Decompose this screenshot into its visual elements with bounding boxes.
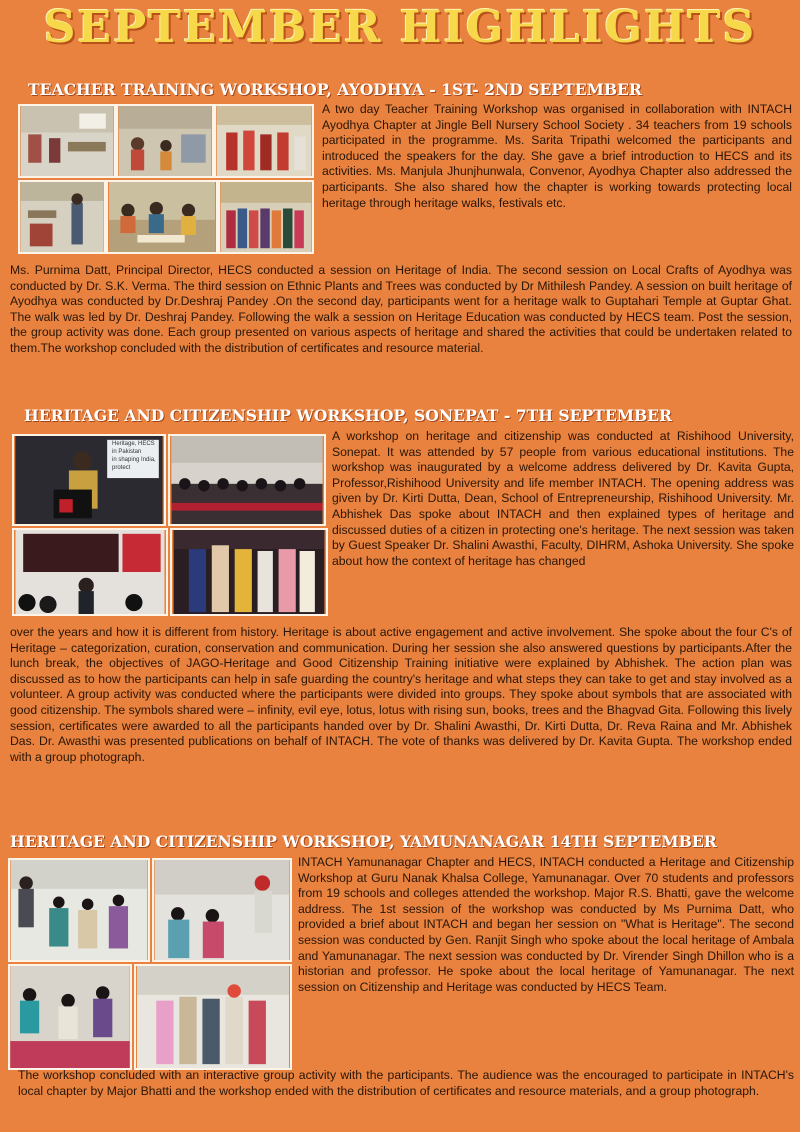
slide-line-2: in Pakistan (112, 449, 142, 455)
slide-line-3: in shaping India, protect (112, 457, 156, 471)
sonepat-body-text: over the years and how it is different from history. Heritage is about active engagement and active involvement. She spoke about the four C's of Heritage – categorization, curation, conservation and communication. During her session she also answered questions by participants.After the lunch break, the objectives of JAGO-Heritage and Good Citizenship Training initiative were explained by Abhishek. The action plan was discussed as to how the participants can help in safe guarding the country's heritage and what steps they can take to get and stay involved as a volunteer. A group activity was conducted where the participants were divided into groups. They spoke about symbols that are associated with good citizenship. The symbols shared were – infinity, evil eye, lotus, lotus with rising sun, books, trees and the Bhagvad Gita. Following this lively session, certificates were awarded to all the participants handed over by Dr. Shalini Awasthi, Dr. Kirti Dutta, Dr. Reva Raina and Mr. Abhishek Das. Dr. Awasthi was presented publications on behalf of INTACH. The vote of thanks was delivered by Dr. Kavita Gupta. The workshop ended with a group photograph. (10, 625, 792, 764)
yamunanagar-intro-text: INTACH Yamunanagar Chapter and HECS, INTACH conducted a Heritage and Citizenship Workshop at Guru Nanak Khalsa College, Yamunanagar. Over 70 students and professors from 19 schools and colleges attended the workshop. Major R.S. Bhatti, gave the welcome address. The 1st session of the workshop was conducted by Ms Purnima Datt, who provided a brief about INTACH and began her session on "What is Heritage". The second session was conducted by Gen. Ranjit Singh who spoke about the local heritage of Ambala and Yamunanagar. The next session was conducted by Dr. Virender Singh Dhillon who is a historian and professor. He spoke about the local heritage of Yamunanagar. The next session on Citizenship and Heritage was conducted by HECS Team. (298, 855, 794, 994)
slide-line-1: Heritage, HECS (112, 441, 155, 447)
page-title: SEPTEMBER HIGHLIGHTS (43, 2, 757, 53)
photo-session (116, 104, 214, 178)
section-title-ayodhya: TEACHER TRAINING WORKSHOP, AYODHYA - 1ST- 2ND SEPTEMBER (28, 80, 642, 99)
section-title-yamunanagar: HERITAGE AND CITIZENSHIP WORKSHOP, YAMUNANAGAR 14TH SEPTEMBER (10, 832, 717, 851)
section-title-sonepat: HERITAGE AND CITIZENSHIP WORKSHOP, SONEPAT - 7TH SEPTEMBER (24, 406, 673, 425)
ayodhya-intro-text: A two day Teacher Training Workshop was organised in collaboration with INTACH Ayodhya Chapter at Jingle Bell Nursery School Society . 34 teachers from 19 schools participated in the programme. Ms. Sarita Tripathi welcomed the participants and introduced the speakers for the day. She gave a brief introduction to HECS and its activities. Ms. Manjula Jhunjhunwala, Convenor, Ayodhya Chapter also addressed the participants. She also shared how the chapter is working towards protecting local heritage through heritage walks, festivals etc. (322, 102, 792, 210)
sonepat-intro-text: A workshop on heritage and citizenship was conducted at Rishihood University, Sonepat. It was attended by 57 people from various educational institutions. The workshop was inaugurated by a welcome address delivered by Dr. Kavita Gupta, Professor,Rishihood University and life member INTACH. The opening address was given by Dr. Kirti Dutta, Dean, School of Entrepreneurship, Rishihood University. Mr. Abhishek Das spoke about INTACH and then explained types of heritage and discussed duties of a citizen in protecting one's heritage. The next session was taken by Guest Speaker Dr. Shalini Awasthi, Faculty, DIHRM, Ashoka University. She spoke about how the context of heritage has changed (332, 429, 794, 568)
photo-teacher (18, 180, 106, 254)
photo-audience (168, 434, 326, 526)
photo-discussion (8, 964, 132, 1070)
photo-speakers (214, 104, 314, 178)
photo-group-activity (106, 180, 218, 254)
ayodhya-body-text: Ms. Purnima Datt, Principal Director, HECS conducted a session on Heritage of India. The second session on Local Crafts of Ayodhya was conducted by Dr. S.K. Verma. The third session on Ethnic Plants and Trees was conducted by Dr Mithilesh Pandey. A session on built heritage of Ayodhya was conducted by Dr.Deshraj Pandey .On the second day, participants went for a heritage walk to Guptahari Temple at Guptar Ghat. The walk was led by Dr. Deshraj Pandey. Following the walk a session on Heritage Education was conducted by HECS team. Post the session, the group activity was done. Each group presented on various aspects of heritage and shared the activities that could be undertaken related to them.The workshop concluded with the distribution of certificates and resource material. (10, 263, 792, 355)
slide-text (112, 440, 160, 472)
photo-group-portrait (218, 180, 314, 254)
photo-dignitaries (134, 964, 292, 1070)
photo-collage-ayodhya (18, 104, 314, 254)
photo-students (8, 858, 150, 962)
photo-presentation (12, 528, 168, 616)
photo-collage-yamunanagar (8, 858, 292, 1070)
photo-collage-sonepat (12, 434, 328, 616)
photo-speaker-turban (152, 858, 292, 962)
photo-certificate (170, 528, 328, 616)
photo-classroom (18, 104, 116, 178)
yamunanagar-body-text: The workshop concluded with an interactive group activity with the participants. The audience was the encouraged to participate in INTACH's local chapter by Major Bhatti and the workshop ended with the distribution of certificates and resource materials, and a group photograph. (18, 1068, 794, 1098)
